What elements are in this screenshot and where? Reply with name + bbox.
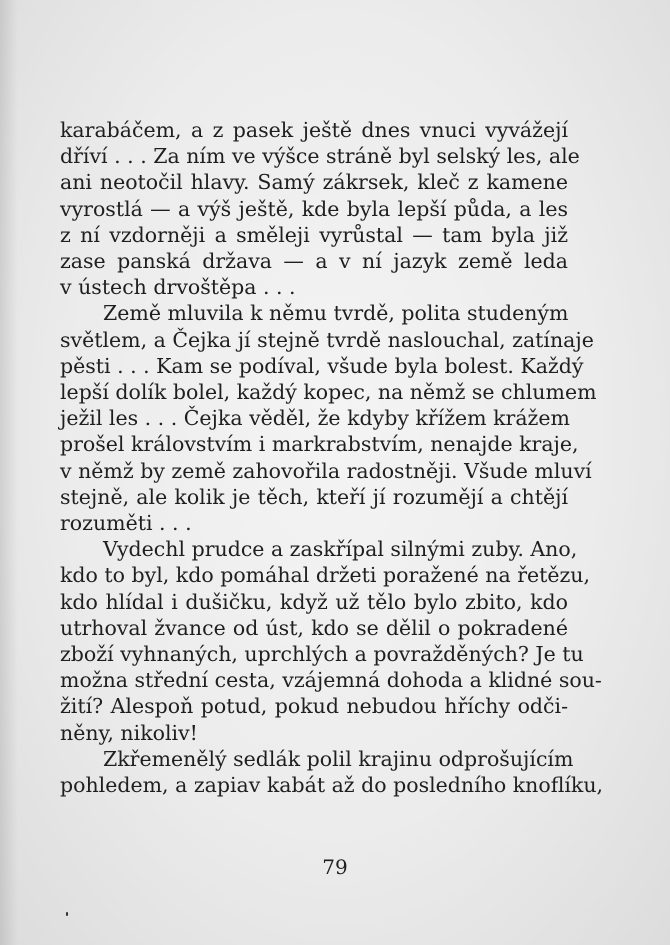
body-text <box>60 117 604 798</box>
page-edge-shadow <box>0 0 18 945</box>
paragraph-4 <box>60 746 604 798</box>
text-line: dříví . . . Za ním ve výšce stráně byl selský les, ale <box>60 144 580 169</box>
paragraph-2 <box>60 300 597 536</box>
text-line: něny, nikoliv! <box>60 720 198 745</box>
text-line: možna střední cesta, vzájemná dohoda a klidné sou- <box>60 668 602 693</box>
text-line: stejně, ale kolik je těch, kteří jí rozumějí a chtějí <box>60 484 568 509</box>
text-line: rozuměti . . . <box>60 511 192 536</box>
text-line: Země mluvila k němu tvrdě, polita studeným <box>103 301 569 326</box>
page-number: 79 <box>322 855 348 879</box>
text-line: v ústech drvoštěpa . . . <box>60 275 296 300</box>
paragraph-3 <box>60 536 602 746</box>
text-line: Zkřemenělý sedlák polil krajinu odprošujícím <box>103 746 574 771</box>
text-line: kdo to byl, kdo pomáhal držeti poražené na řetězu, <box>60 563 591 588</box>
text-line: vyrostlá — a výš ještě, kde byla lepší půda, a les <box>60 196 568 221</box>
text-line: ani neotočil hlavy. Samý zákrsek, kleč z kamene <box>60 170 568 195</box>
text-line: karabáčem, a z pasek ještě dnes vnuci vyvážejí <box>60 118 568 142</box>
text-line: zboží vyhnaných, uprchlých a povražděných? Je tu <box>60 642 584 667</box>
text-line: žití? Alespoň potud, pokud nebudou hříchy odči- <box>60 694 568 719</box>
text-line: pěsti . . . Kam se podíval, všude byla bolest. Každý <box>60 353 584 378</box>
text-line: světlem, a Čejka jí stejně tvrdě naslouchal, zatínaje <box>60 327 594 352</box>
text-line: ježil les . . . Čejka věděl, že kdyby křížem krážem <box>60 406 570 431</box>
text-line: kdo hlídal i dušičku, když už tělo bylo zbito, kdo <box>60 589 568 614</box>
text-line: Vydechl prudce a zaskřípal silnými zuby. Ano, <box>103 537 578 562</box>
text-line: z ní vzdorněji a směleji vyrůstal — tam byla již <box>60 222 568 247</box>
text-line: v němž by země zahovořila radostněji. Všude mluví <box>60 458 592 483</box>
paragraph-1 <box>60 117 580 300</box>
text-line: zase panská država — a v ní jazyk země leda <box>60 249 568 274</box>
text-line: utrhoval žvance od úst, kdo se dělil o pokradené <box>60 615 568 640</box>
text-line: prošel královstvím i markrabstvím, nenajde kraje, <box>60 432 579 457</box>
text-line: lepší dolík bolel, každý kopec, na němž se chlumem <box>60 380 597 405</box>
text-line: pohledem, a zapiav kabát až do posledního knoflíku, <box>60 773 604 798</box>
print-speck <box>66 912 68 916</box>
